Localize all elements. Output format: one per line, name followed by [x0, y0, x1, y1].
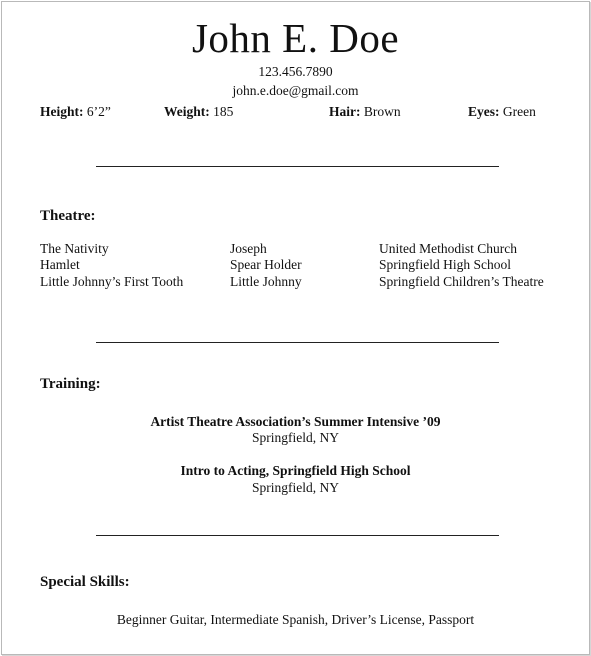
- credit-venue: Springfield Children’s Theatre: [379, 274, 544, 289]
- applicant-name: John E. Doe: [191, 15, 400, 61]
- stat-eyes-label: Eyes:: [468, 104, 500, 119]
- stat-hair-value: Brown: [363, 104, 401, 119]
- credit-role: Spear Holder: [230, 257, 302, 272]
- credit-role: Joseph: [230, 241, 267, 256]
- section-title-theatre: Theatre:: [40, 208, 96, 224]
- credit-production: The Nativity: [40, 241, 109, 256]
- credit-venue: Springfield High School: [379, 257, 511, 272]
- training-location: Springfield, NY: [252, 430, 339, 445]
- divider-rule: [96, 342, 499, 343]
- special-skills-list: Beginner Guitar, Intermediate Spanish, Driver’s License, Passport: [116, 612, 475, 627]
- email-address: john.e.doe@gmail.com: [232, 83, 359, 98]
- stat-height-value: 6’2”: [86, 104, 111, 119]
- stat-hair-label: Hair:: [329, 104, 361, 119]
- stat-weight: [164, 103, 233, 121]
- credit-production: Hamlet: [40, 257, 80, 272]
- training-program: Artist Theatre Association’s Summer Intensive ’09: [150, 414, 441, 429]
- stat-weight-label: Weight:: [164, 104, 210, 119]
- training-location: Springfield, NY: [252, 480, 339, 495]
- stat-weight-value: 185: [213, 104, 234, 119]
- credit-role: Little Johnny: [230, 274, 302, 289]
- divider-rule: [96, 166, 499, 167]
- stat-eyes: [468, 103, 536, 121]
- stat-height: [40, 103, 111, 121]
- section-title-special-skills: Special Skills:: [40, 574, 130, 590]
- divider-rule: [96, 535, 499, 536]
- training-program: Intro to Acting, Springfield High School: [180, 463, 411, 478]
- credit-venue: United Methodist Church: [379, 241, 517, 256]
- stat-eyes-value: Green: [502, 104, 536, 119]
- stat-height-label: Height:: [40, 104, 84, 119]
- section-title-training: Training:: [40, 376, 101, 392]
- phone-number: 123.456.7890: [258, 64, 333, 79]
- credit-production: Little Johnny’s First Tooth: [40, 274, 184, 289]
- stat-hair: [329, 103, 401, 121]
